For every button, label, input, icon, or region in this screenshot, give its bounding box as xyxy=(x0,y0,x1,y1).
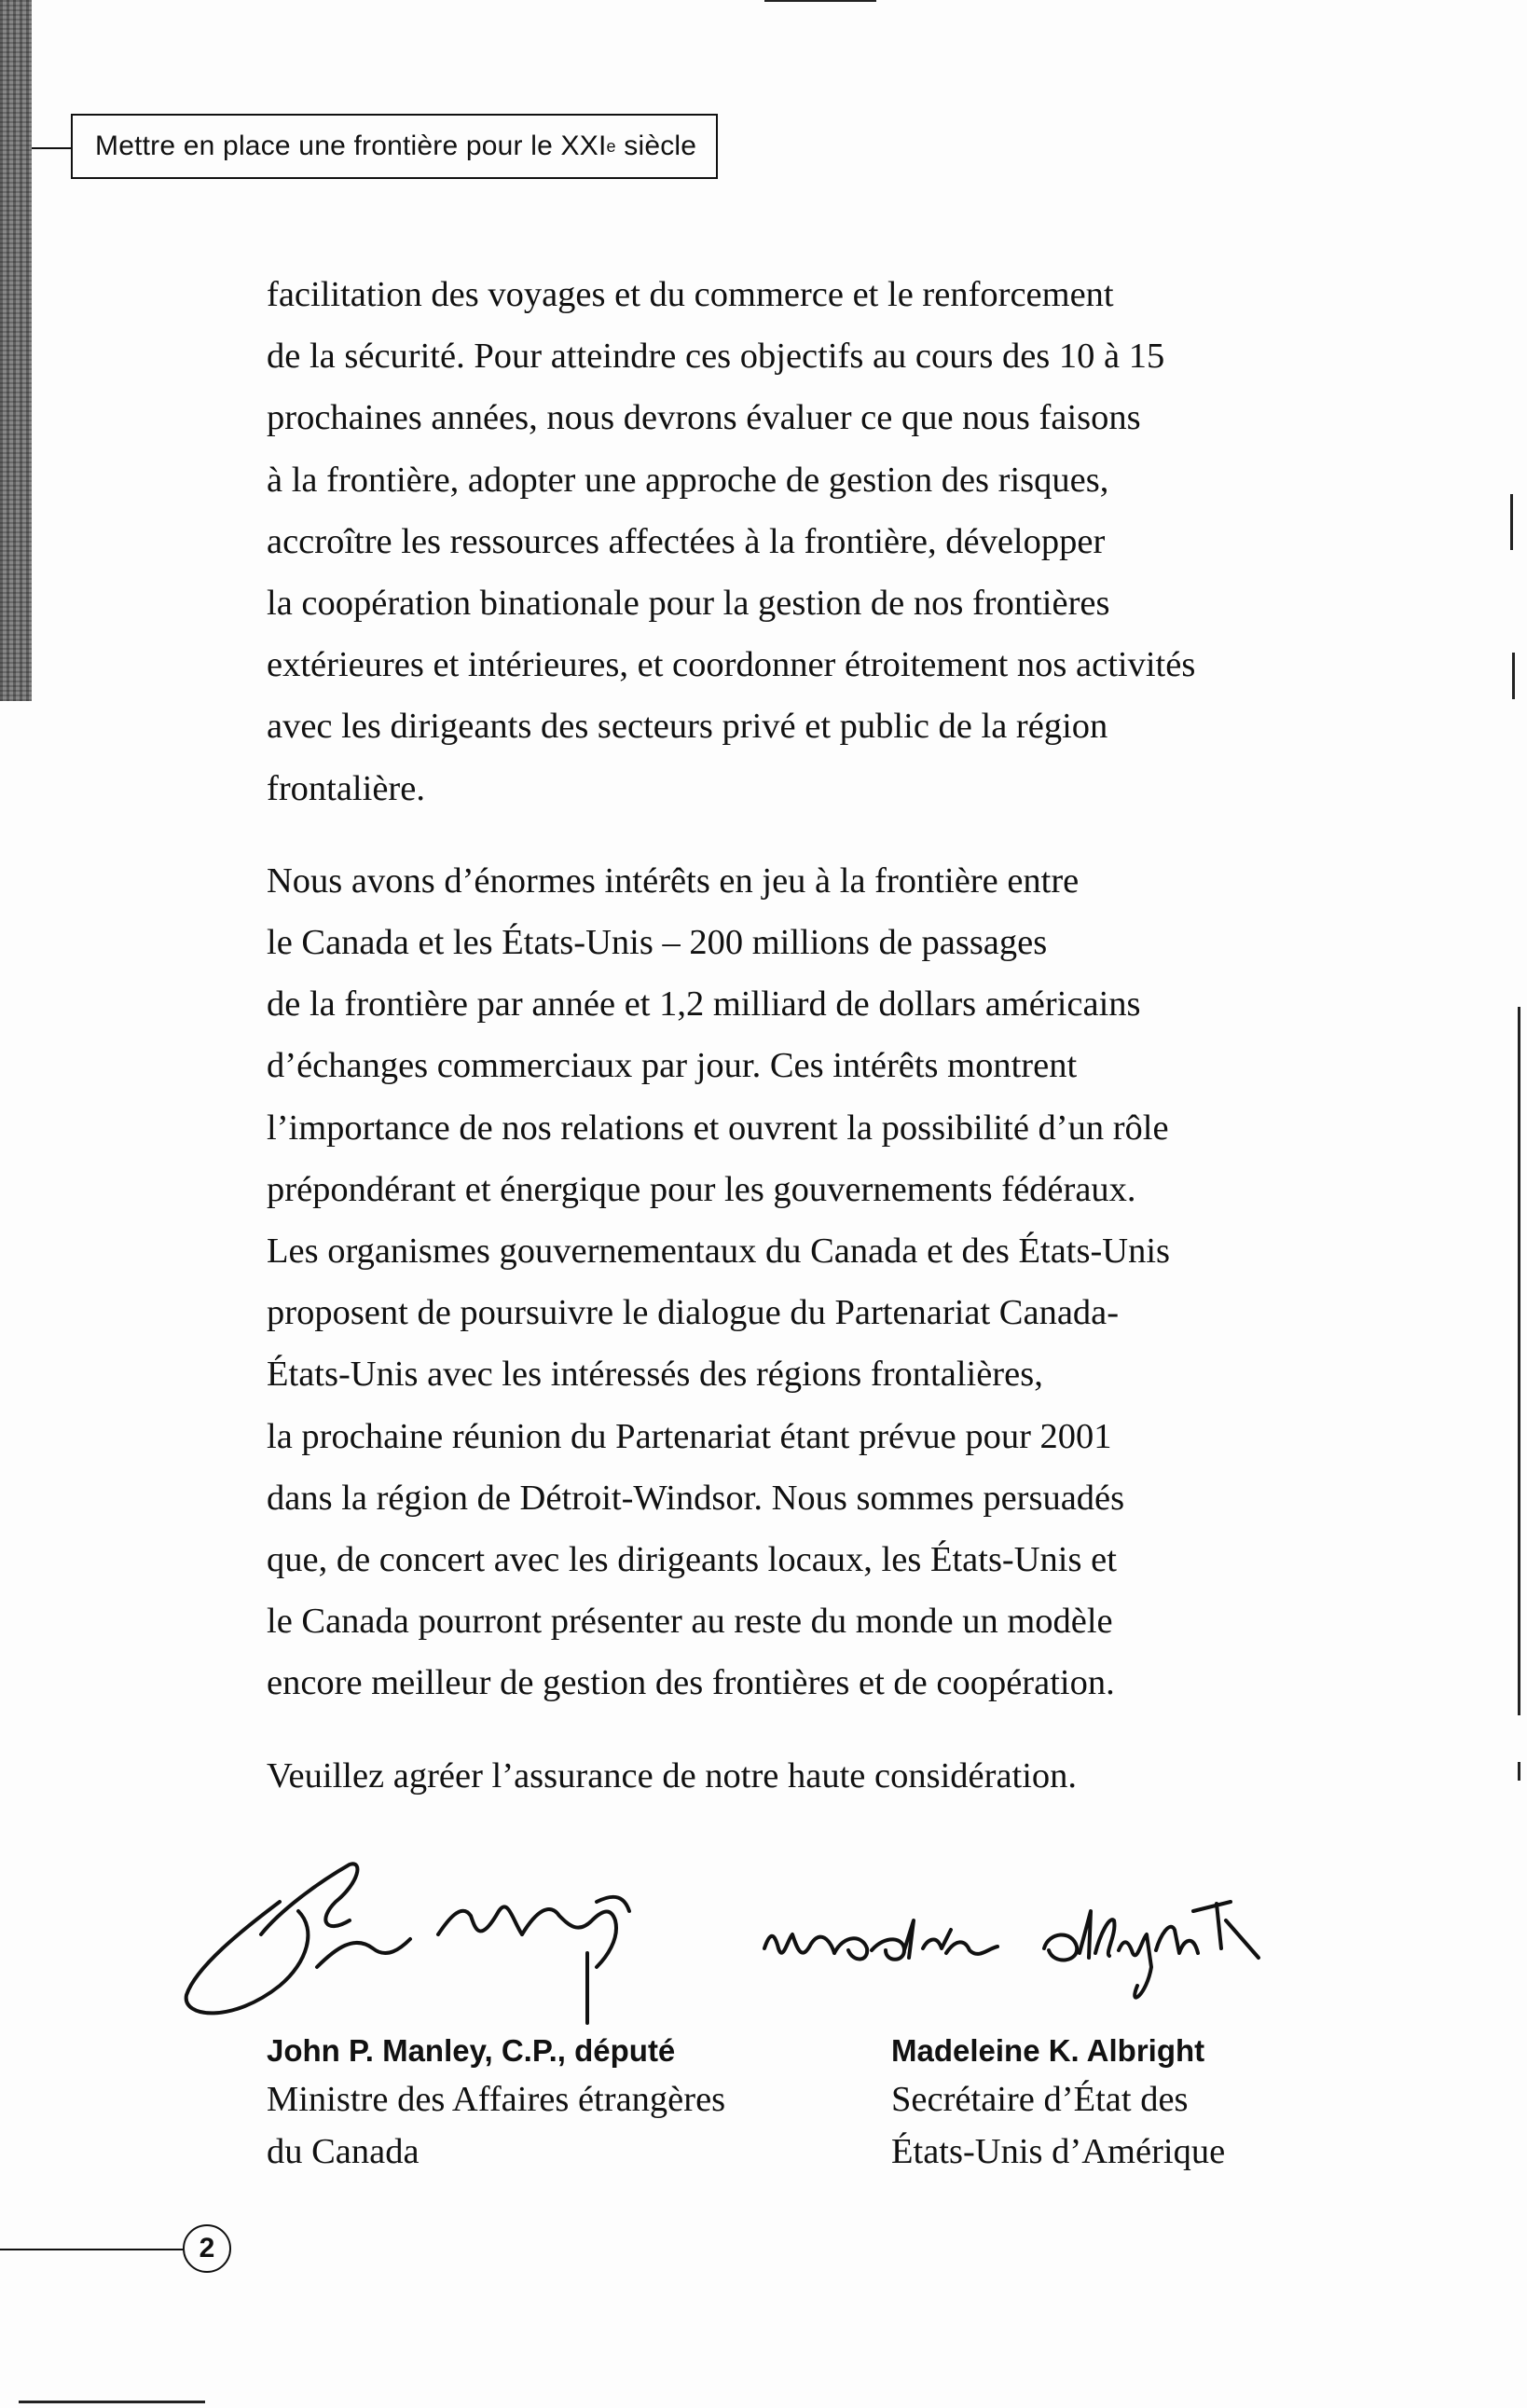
scan-mark xyxy=(1512,653,1515,699)
text-line: la prochaine réunion du Partenariat étant prévue pour 2001 xyxy=(267,1416,1112,1456)
text-line: facilitation des voyages et du commerce et le renforcement xyxy=(267,275,1114,314)
signer-name: John P. Manley, C.P., député xyxy=(267,2033,676,2068)
text-line: la coopération binationale pour la gestion de nos frontières xyxy=(267,584,1110,624)
text-line: frontalière. xyxy=(267,768,425,808)
text-line: prépondérant et énergique pour les gouvernements fédéraux. xyxy=(267,1169,1136,1209)
paragraph-3-closing xyxy=(267,1745,1329,1807)
letter-body xyxy=(267,264,1329,1837)
header-rule xyxy=(32,147,71,149)
text-line: extérieures et intérieures, et coordonner étroitement nos activités xyxy=(267,645,1196,685)
text-line: accroître les ressources affectées à la frontière, développer xyxy=(267,521,1106,561)
manley-signature xyxy=(186,1864,629,2023)
running-header: Mettre en place une frontière pour le XXI e siècle xyxy=(71,114,718,179)
signer-title: Secrétaire d’État des xyxy=(891,2080,1189,2119)
scan-mark xyxy=(764,0,876,2)
paragraph-2 xyxy=(267,850,1329,1714)
signer-manley xyxy=(267,2029,725,2178)
signer-name: Madeleine K. Albright xyxy=(891,2033,1205,2068)
text-line: proposent de poursuivre le dialogue du Partenariat Canada- xyxy=(267,1293,1120,1333)
scan-mark xyxy=(1518,1007,1520,1715)
text-line: le Canada et les États-Unis – 200 millions de passages xyxy=(267,923,1048,963)
scan-mark xyxy=(1510,494,1513,550)
page-number-badge xyxy=(183,2224,231,2273)
text-line: l’importance de nos relations et ouvrent la possibilité d’un rôle xyxy=(267,1108,1169,1148)
scan-mark xyxy=(1518,1762,1520,1781)
signer-title: Ministre des Affaires étrangères xyxy=(267,2080,726,2119)
page-number: 2 xyxy=(199,2233,215,2264)
scan-mark xyxy=(19,2401,205,2403)
text-line: Veuillez agréer l’assurance de notre haute considération. xyxy=(267,1755,1078,1796)
text-line: de la sécurité. Pour atteindre ces objectifs au cours des 10 à 15 xyxy=(267,337,1165,377)
scan-edge-artifact xyxy=(0,0,32,701)
signer-albright xyxy=(891,2029,1225,2178)
albright-signature xyxy=(764,1902,1259,1998)
text-line: dans la région de Détroit-Windsor. Nous sommes persuadés xyxy=(267,1478,1125,1518)
signer-title: du Canada xyxy=(267,2132,420,2171)
paragraph-1 xyxy=(267,264,1329,819)
text-line: que, de concert avec les dirigeants locaux, les États-Unis et xyxy=(267,1540,1117,1580)
running-header-text: Mettre en place une frontière pour le XXI xyxy=(95,131,607,161)
signer-title: États-Unis d’Amérique xyxy=(891,2132,1226,2171)
text-line: États-Unis avec les intéressés des régions frontalières, xyxy=(267,1355,1043,1395)
text-line: avec les dirigeants des secteurs privé et public de la région xyxy=(267,707,1108,747)
footer-rule xyxy=(0,2249,183,2250)
running-header-text-end: siècle xyxy=(615,131,697,161)
text-line: à la frontière, adopter une approche de gestion des risques, xyxy=(267,460,1109,500)
text-line: Les organismes gouvernementaux du Canada et des États-Unis xyxy=(267,1232,1171,1272)
text-line: prochaines années, nous devrons évaluer ce que nous faisons xyxy=(267,398,1141,438)
text-line: Nous avons d’énormes intérêts en jeu à la frontière entre xyxy=(267,860,1080,901)
text-line: d’échanges commerciaux par jour. Ces intérêts montrent xyxy=(267,1046,1078,1086)
text-line: encore meilleur de gestion des frontières et de coopération. xyxy=(267,1663,1115,1703)
text-line: de la frontière par année et 1,2 milliard de dollars américains xyxy=(267,984,1141,1025)
handwritten-signatures xyxy=(177,1846,1408,2042)
text-line: le Canada pourront présenter au reste du monde un modèle xyxy=(267,1602,1113,1642)
